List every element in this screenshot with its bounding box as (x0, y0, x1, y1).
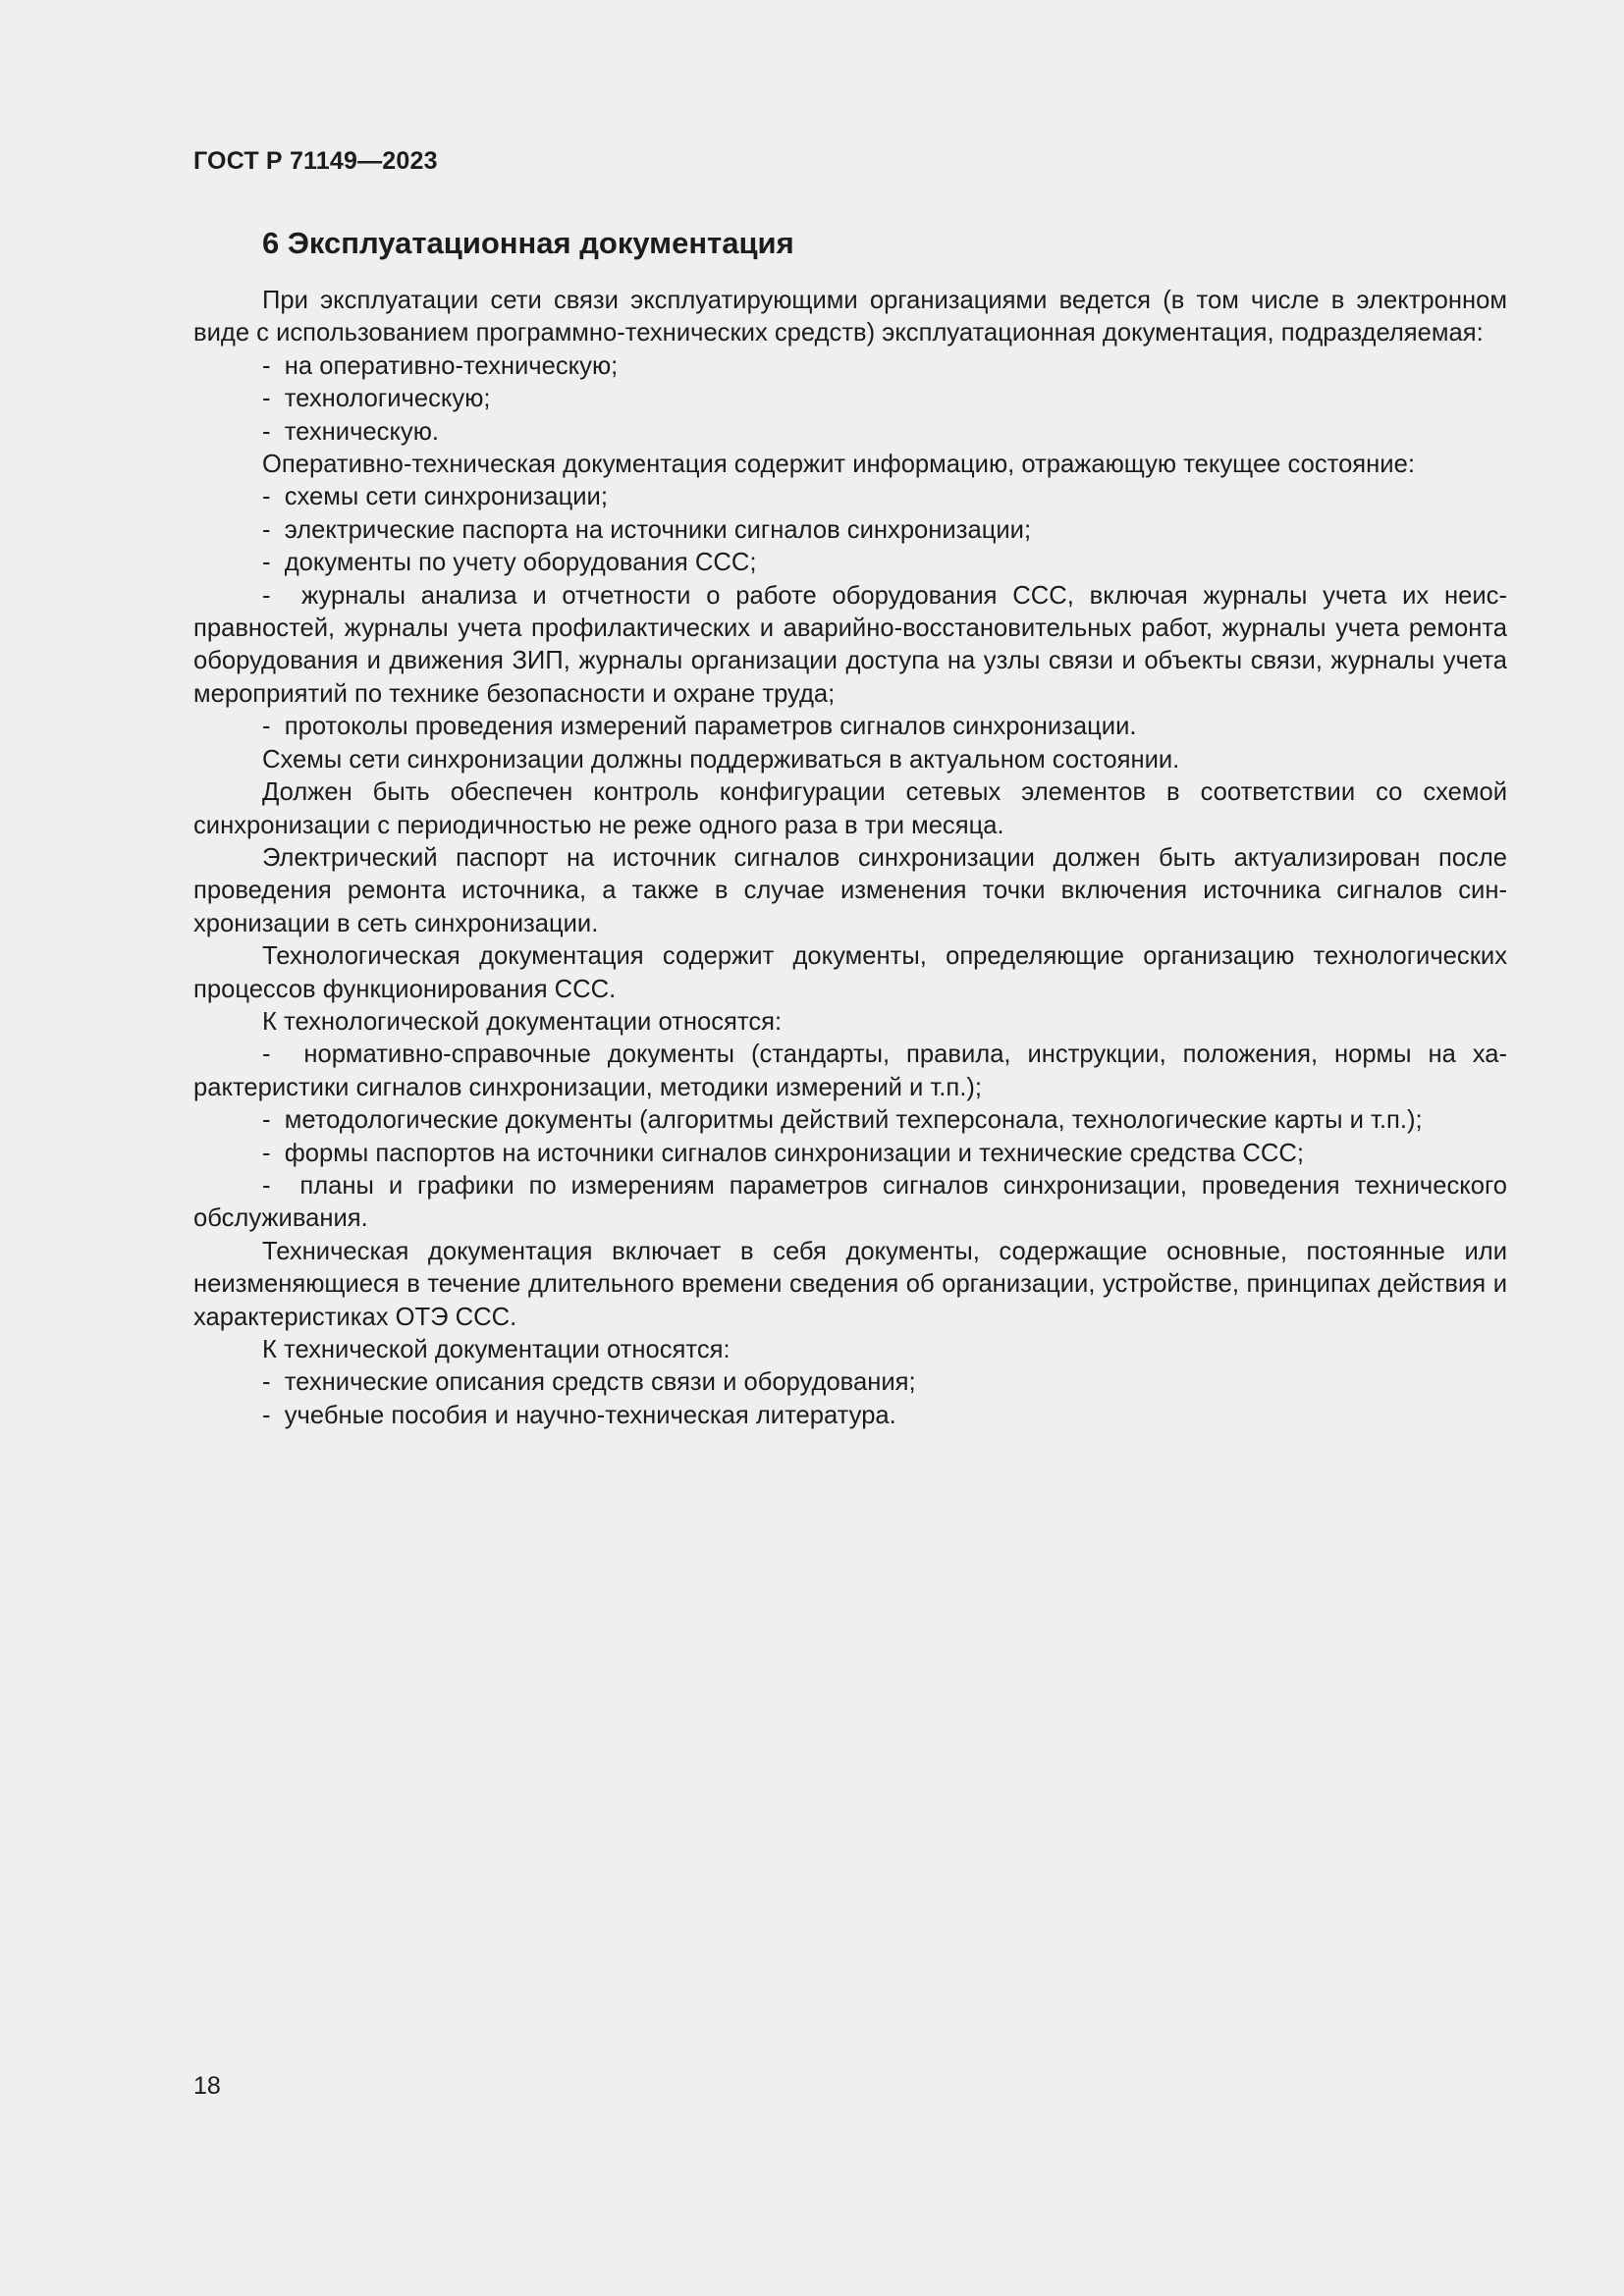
list-item: - учебные пособия и научно-техническая литература. (193, 1400, 1507, 1432)
list-item: - технологическую; (193, 383, 1507, 415)
list-item: - журналы анализа и отчетности о работе оборудования ССС, включая журналы учета их неисправностей, журналы учета профилактических и аварийно-восстановительных работ, журналы учета ремонта оборудования и движения ЗИП, журналы организации доступа на узлы связи и объекты связи, журналы учета мероприятий по технике безопасности и охране труда; (193, 580, 1507, 712)
paragraph: К технической документации относятся: (262, 1336, 731, 1363)
paragraph: Оперативно-техническая документация содержит информацию, отражающую текущее состояние: (262, 451, 1415, 479)
list-item: - формы паспортов на источники сигналов синхронизации и технические средства ССС; (193, 1138, 1507, 1170)
paragraph: При эксплуатации сети связи эксплуатирующими организациями ведется (в том числе в электронном виде с использованием программно-технических средств) эксплуатационная документация, подразделяемая: (193, 287, 1507, 347)
list-item: - нормативно-справочные документы (стандарты, правила, инструкции, положения, нормы на характеристики сигналов синхронизации, методики измерений и т.п.); (193, 1039, 1507, 1104)
list-item: - электрические паспорта на источники сигналов синхронизации; (193, 514, 1507, 547)
document-header: ГОСТ Р 71149—2023 (193, 147, 438, 175)
list-item: - протоколы проведения измерений параметров сигналов синхронизации. (193, 711, 1507, 743)
paragraph: Технологическая документация содержит документы, определяющие организацию технологических процессов функционирования ССС. (193, 942, 1507, 1003)
page-number: 18 (193, 2072, 221, 2100)
paragraph: Электрический паспорт на источник сигналов синхронизации должен быть актуализирован после проведения ремонта источника, а также в случае изменения точки включения источника сигналов синхронизации в сеть синхронизации. (193, 843, 1507, 937)
body-text (193, 285, 1507, 1432)
list-item: - технические описания средств связи и оборудования; (193, 1366, 1507, 1399)
paragraph: К технологической документации относятся: (262, 1007, 783, 1036)
list-item: - документы по учету оборудования ССС; (193, 547, 1507, 579)
paragraph: Схемы сети синхронизации должны поддерживаться в актуальном состоянии. (262, 745, 1180, 774)
list-item: - методологические документы (алгоритмы действий техперсонала, технологические карты и т.п.); (193, 1104, 1507, 1137)
list-item: - техническую. (193, 416, 1507, 449)
list-item: - планы и графики по измерениям параметров сигналов синхронизации, проведения технического обслуживания. (193, 1170, 1507, 1236)
section-title: 6 Эксплуатационная документация (262, 226, 794, 260)
paragraph: Должен быть обеспечен контроль конфигурации сетевых элементов в соответствии со схемой синхронизации с периодичностью не реже одного раза в три месяца. (193, 778, 1507, 839)
list-item: - на оперативно-техническую; (193, 350, 1507, 383)
list-item: - схемы сети синхронизации; (193, 481, 1507, 513)
paragraph: Техническая документация включает в себя документы, содержащие основные, постоянные или неизменяющиеся в течение длительного времени сведения об организации, устройстве, принципах действия и характеристиках ОТЭ ССС. (193, 1237, 1507, 1331)
